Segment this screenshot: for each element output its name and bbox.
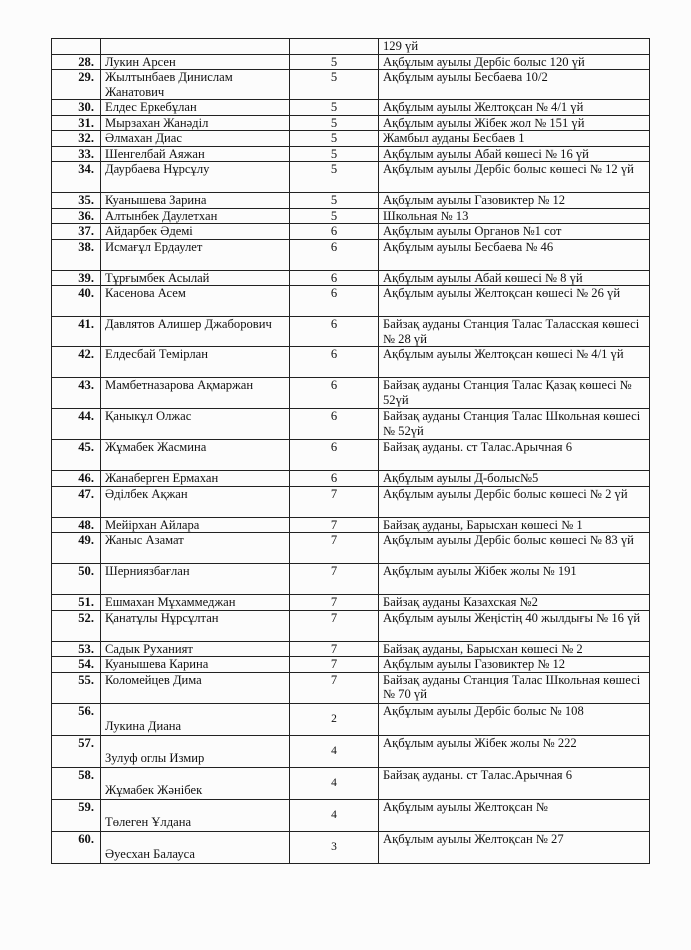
grade-class: 7 — [290, 517, 379, 533]
home-address: Ақбұлым ауылы Органов №1 сот — [379, 224, 650, 240]
row-number: 39. — [52, 270, 101, 286]
row-number — [52, 39, 101, 55]
student-name: Төлеген Ұлдана — [101, 799, 290, 831]
home-address: Ақбұлым ауылы Жібек жол № 151 үй — [379, 115, 650, 131]
home-address: Байзақ ауданы. ст Талас.Арычная 6 — [379, 767, 650, 799]
grade-class: 6 — [290, 471, 379, 487]
grade-class: 6 — [290, 239, 379, 270]
grade-class: 6 — [290, 270, 379, 286]
grade-class: 5 — [290, 100, 379, 116]
home-address: Ақбұлым ауылы Дербіс болыс көшесі № 12 үй — [379, 162, 650, 193]
table-row — [52, 486, 650, 517]
student-name: Әділбек Ақжан — [101, 486, 290, 517]
student-name: Әуесхан Балауса — [101, 831, 290, 863]
student-name: Касенова Асем — [101, 286, 290, 317]
table-row — [52, 831, 650, 863]
table-row — [52, 409, 650, 440]
row-number: 34. — [52, 162, 101, 193]
student-name: Жаныс Азамат — [101, 533, 290, 564]
table-row — [52, 100, 650, 116]
home-address: Байзақ ауданы Станция Талас Школьная көшесі № 52үй — [379, 409, 650, 440]
student-name: Тұрғымбек Асылай — [101, 270, 290, 286]
grade-class: 5 — [290, 70, 379, 100]
row-number: 57. — [52, 735, 101, 767]
table-row — [52, 799, 650, 831]
table-row — [52, 533, 650, 564]
student-name: Шерниязбағлан — [101, 564, 290, 595]
home-address: Байзақ ауданы Станция Талас Таласская көшесі № 28 үй — [379, 317, 650, 347]
grade-class: 7 — [290, 564, 379, 595]
table-row — [52, 270, 650, 286]
student-name: Исмағұл Ердаулет — [101, 239, 290, 270]
row-number: 38. — [52, 239, 101, 270]
home-address: Ақбұлым ауылы Газовиктер № 12 — [379, 193, 650, 209]
grade-class: 5 — [290, 162, 379, 193]
student-name: Зулуф оглы Измир — [101, 735, 290, 767]
home-address: Байзақ ауданы. ст Талас.Арычная 6 — [379, 440, 650, 471]
row-number: 53. — [52, 641, 101, 657]
student-name: Жылтынбаев Динислам Жанатович — [101, 70, 290, 100]
grade-class: 6 — [290, 317, 379, 347]
table-row — [52, 517, 650, 533]
row-number: 49. — [52, 533, 101, 564]
home-address: Ақбұлым ауылы Жібек жолы № 222 — [379, 735, 650, 767]
home-address: Байзақ ауданы, Барысхан көшесі № 1 — [379, 517, 650, 533]
student-name: Шенгелбай Аяжан — [101, 146, 290, 162]
home-address: Ақбұлым ауылы Бесбаева 10/2 — [379, 70, 650, 100]
home-address: Ақбұлым ауылы Желтоқсан № 4/1 үй — [379, 100, 650, 116]
grade-class: 5 — [290, 131, 379, 147]
table-row — [52, 239, 650, 270]
table-row — [52, 317, 650, 347]
row-number: 43. — [52, 378, 101, 409]
student-name: Ешмахан Мұхаммеджан — [101, 595, 290, 611]
table-row — [52, 146, 650, 162]
student-name: Әлмахан Диас — [101, 131, 290, 147]
grade-class: 4 — [290, 767, 379, 799]
student-name: Елдесбай Темірлан — [101, 347, 290, 378]
home-address: Ақбұлым ауылы Бесбаева № 46 — [379, 239, 650, 270]
row-number: 42. — [52, 347, 101, 378]
home-address: Ақбұлым ауылы Дербіс болыс көшесі № 2 үй — [379, 486, 650, 517]
student-name: Лукина Диана — [101, 703, 290, 735]
student-name: Жұмабек Жәнібек — [101, 767, 290, 799]
table-row — [52, 657, 650, 673]
student-name: Даурбаева Нұрсұлу — [101, 162, 290, 193]
home-address: 129 үй — [379, 39, 650, 55]
grade-class: 2 — [290, 703, 379, 735]
row-number: 51. — [52, 595, 101, 611]
grade-class: 6 — [290, 347, 379, 378]
row-number: 33. — [52, 146, 101, 162]
row-number: 59. — [52, 799, 101, 831]
grade-class: 6 — [290, 440, 379, 471]
table-row — [52, 347, 650, 378]
student-name: Давлятов Алишер Джаборович — [101, 317, 290, 347]
table-row — [52, 735, 650, 767]
table-row — [52, 703, 650, 735]
grade-class: 3 — [290, 831, 379, 863]
table-row — [52, 440, 650, 471]
grade-class: 6 — [290, 224, 379, 240]
grade-class: 6 — [290, 286, 379, 317]
table-body — [52, 39, 650, 864]
student-name: Лукин Арсен — [101, 54, 290, 70]
home-address: Байзақ ауданы Казахская №2 — [379, 595, 650, 611]
grade-class: 7 — [290, 533, 379, 564]
row-number: 54. — [52, 657, 101, 673]
grade-class: 7 — [290, 672, 379, 703]
student-name: Қанатұлы Нұрсұлтан — [101, 610, 290, 641]
home-address: Ақбұлым ауылы Дербіс болыс № 108 — [379, 703, 650, 735]
table-row — [52, 208, 650, 224]
table-row — [52, 564, 650, 595]
home-address: Жамбыл ауданы Бесбаев 1 — [379, 131, 650, 147]
grade-class: 6 — [290, 409, 379, 440]
grade-class: 5 — [290, 146, 379, 162]
row-number: 29. — [52, 70, 101, 100]
row-number: 44. — [52, 409, 101, 440]
student-name — [101, 39, 290, 55]
home-address: Ақбұлым ауылы Жібек жолы № 191 — [379, 564, 650, 595]
home-address: Ақбұлым ауылы Желтоқсан № 27 — [379, 831, 650, 863]
home-address: Байзақ ауданы Станция Талас Қазақ көшесі № 52үй — [379, 378, 650, 409]
grade-class: 7 — [290, 595, 379, 611]
grade-class: 4 — [290, 735, 379, 767]
table-row — [52, 641, 650, 657]
home-address: Байзақ ауданы Станция Талас Школьная көшесі № 70 үй — [379, 672, 650, 703]
table-row — [52, 224, 650, 240]
home-address: Ақбұлым ауылы Желтоқсан көшесі № 26 үй — [379, 286, 650, 317]
grade-class: 4 — [290, 799, 379, 831]
grade-class: 5 — [290, 54, 379, 70]
home-address: Ақбұлым ауылы Абай көшесі № 16 үй — [379, 146, 650, 162]
row-number: 48. — [52, 517, 101, 533]
row-number: 31. — [52, 115, 101, 131]
table-row — [52, 54, 650, 70]
row-number: 41. — [52, 317, 101, 347]
table-row — [52, 672, 650, 703]
student-name: Куанышева Зарина — [101, 193, 290, 209]
grade-class: 7 — [290, 657, 379, 673]
row-number: 45. — [52, 440, 101, 471]
grade-class: 5 — [290, 115, 379, 131]
table-row — [52, 115, 650, 131]
grade-class: 5 — [290, 208, 379, 224]
table-row — [52, 70, 650, 100]
grade-class: 7 — [290, 486, 379, 517]
row-number: 28. — [52, 54, 101, 70]
grade-class: 5 — [290, 193, 379, 209]
row-number: 56. — [52, 703, 101, 735]
grade-class: 6 — [290, 378, 379, 409]
table-row — [52, 471, 650, 487]
row-number: 50. — [52, 564, 101, 595]
home-address: Байзақ ауданы, Барысхан көшесі № 2 — [379, 641, 650, 657]
grade-class: 7 — [290, 641, 379, 657]
table-row — [52, 595, 650, 611]
home-address: Ақбұлым ауылы Дербіс болыс көшесі № 83 үй — [379, 533, 650, 564]
row-number: 32. — [52, 131, 101, 147]
table-row — [52, 39, 650, 55]
student-name: Алтынбек Даулетхан — [101, 208, 290, 224]
table-row — [52, 193, 650, 209]
home-address: Ақбұлым ауылы Жеңістің 40 жылдығы № 16 үй — [379, 610, 650, 641]
row-number: 60. — [52, 831, 101, 863]
row-number: 55. — [52, 672, 101, 703]
table-row — [52, 767, 650, 799]
table-row — [52, 378, 650, 409]
home-address: Ақбұлым ауылы Желтоқсан № — [379, 799, 650, 831]
student-name: Жанаберген Ермахан — [101, 471, 290, 487]
table-row — [52, 162, 650, 193]
student-name: Айдарбек Әдемі — [101, 224, 290, 240]
row-number: 47. — [52, 486, 101, 517]
student-name: Елдес Еркебұлан — [101, 100, 290, 116]
home-address: Ақбұлым ауылы Желтоқсан көшесі № 4/1 үй — [379, 347, 650, 378]
home-address: Ақбұлым ауылы Дербіс болыс 120 үй — [379, 54, 650, 70]
row-number: 37. — [52, 224, 101, 240]
grade-class: 7 — [290, 610, 379, 641]
row-number: 36. — [52, 208, 101, 224]
home-address: Ақбұлым ауылы Абай көшесі № 8 үй — [379, 270, 650, 286]
row-number: 35. — [52, 193, 101, 209]
student-name: Мамбетназарова Ақмаржан — [101, 378, 290, 409]
row-number: 30. — [52, 100, 101, 116]
home-address: Школьная № 13 — [379, 208, 650, 224]
student-name: Жұмабек Жасмина — [101, 440, 290, 471]
student-name: Қаныкұл Олжас — [101, 409, 290, 440]
student-name: Мейірхан Айлара — [101, 517, 290, 533]
table-row — [52, 286, 650, 317]
row-number: 58. — [52, 767, 101, 799]
row-number: 52. — [52, 610, 101, 641]
student-name: Куанышева Карина — [101, 657, 290, 673]
student-address-table — [51, 38, 650, 864]
row-number: 40. — [52, 286, 101, 317]
student-name: Мырзахан Жанәділ — [101, 115, 290, 131]
home-address: Ақбұлым ауылы Газовиктер № 12 — [379, 657, 650, 673]
student-name: Садык Руханият — [101, 641, 290, 657]
table-row — [52, 610, 650, 641]
row-number: 46. — [52, 471, 101, 487]
student-name: Коломейцев Дима — [101, 672, 290, 703]
home-address: Ақбұлым ауылы Д-болыс№5 — [379, 471, 650, 487]
grade-class — [290, 39, 379, 55]
table-row — [52, 131, 650, 147]
